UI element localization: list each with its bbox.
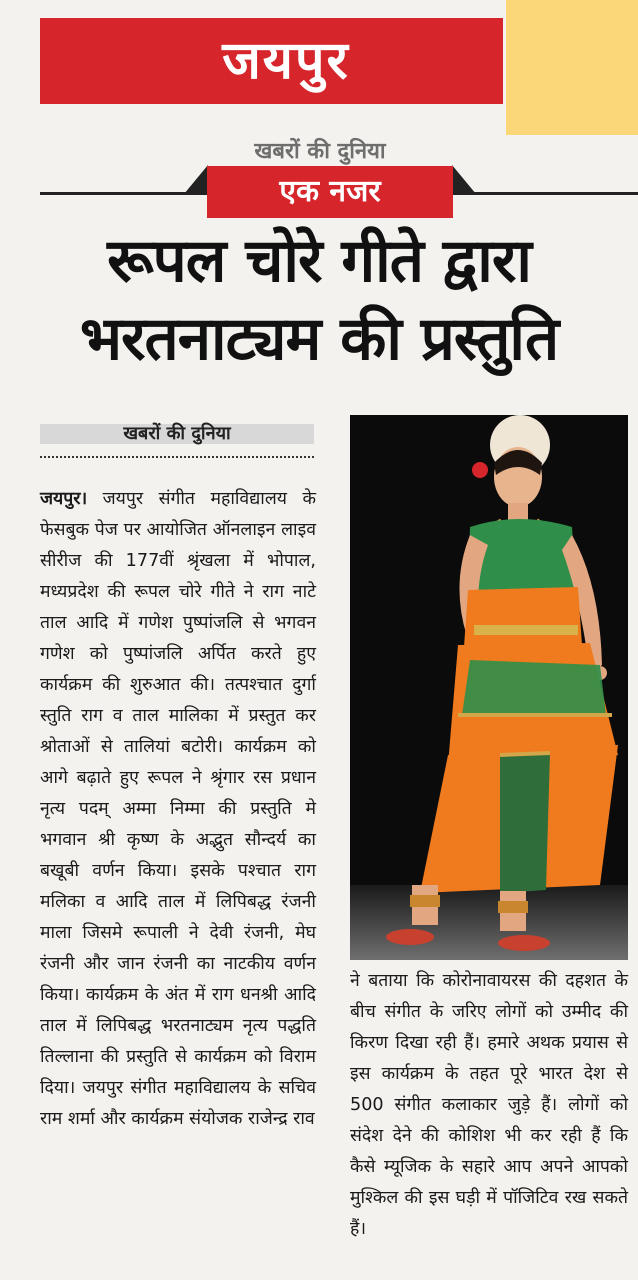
corner-accent-block — [506, 0, 638, 135]
section-kicker: खबरों की दुनिया — [254, 139, 386, 164]
tag-edge-right — [452, 165, 476, 194]
tag-edge-left — [184, 165, 208, 194]
section-tag: एक नजर — [207, 166, 453, 218]
article-body-left — [40, 484, 316, 1135]
byline-divider — [40, 456, 314, 458]
headline-line-1: रूपल चोरे गीते द्वारा — [107, 226, 531, 296]
article-text-left: जयपुर संगीत महाविद्यालय के फेसबुक पेज पर आयोजित ऑनलाइन लाइव सीरीज की 177वीं श्रृंखला में भोपाल, मध्यप्रदेश की रूपल चोरे गीते ने राग नाटे ताल आदि में गणेश पुष्पांजलि से भगवन गणेश को पुष्पांजलि अर्पित करते हुए कार्यक्रम की शुरुआत की। तत्पश्चात दुर्गा स्तुति राग व ताल मालिका में प्रस्तुत कर श्रोताओं से तालियां बटोरी। कार्यक्रम को आगे बढ़ाते हुए रूपल ने श्रृंगार रस प्रधान नृत्य पदम् अम्मा निम्मा की प्रस्तुति मे भगवान श्री कृष्ण के अद्भुत सौन्दर्य का बखूबी वर्णन किया। इसके पश्चात राग मलिका व आदि ताल में लिपिबद्ध रंजनी माला जिसमे रूपाली ने देवी रंजनी, मेघ रंजनी और जान रंजनी का नाटकीय वर्णन किया। कार्यक्रम के अंत में राग धनश्री आदि ताल में लिपिबद्ध भरतनाट्यम नृत्य पद्धति तिल्लाना की प्रस्तुति से कार्यक्रम को विराम दिया। जयपुर संगीत महाविद्यालय के सचिव राम शर्मा और कार्यक्रम संयोजक राजेन्द्र राव — [40, 489, 316, 1129]
article-body-right: ने बताया कि कोरोनावायरस की दहशत के बीच संगीत के जरिए लोगों को उम्मीद की किरण दिखा रही हैं। हमारे अथक प्रयास से इस कार्यक्रम के तहत पूरे भारत देश से 500 संगीत कलाकार जुड़े हैं। लोगों को संदेश देने की कोशिश भी कर रही हैं कि कैसे म्यूजिक के सहारे आप अपने आपको मुश्किल की इस घड़ी में पॉजिटिव रख सकते हैं। — [350, 971, 628, 1239]
article-headline — [20, 222, 618, 378]
headline-line-2: भरतनाट्यम की प्रस्तुति — [79, 304, 559, 374]
dancer-illustration — [350, 415, 628, 960]
dateline: जयपुर। — [40, 489, 88, 509]
city-title: जयपुर — [222, 31, 350, 91]
byline: खबरों की दुनिया — [123, 423, 231, 444]
dancer-photo — [350, 415, 628, 960]
